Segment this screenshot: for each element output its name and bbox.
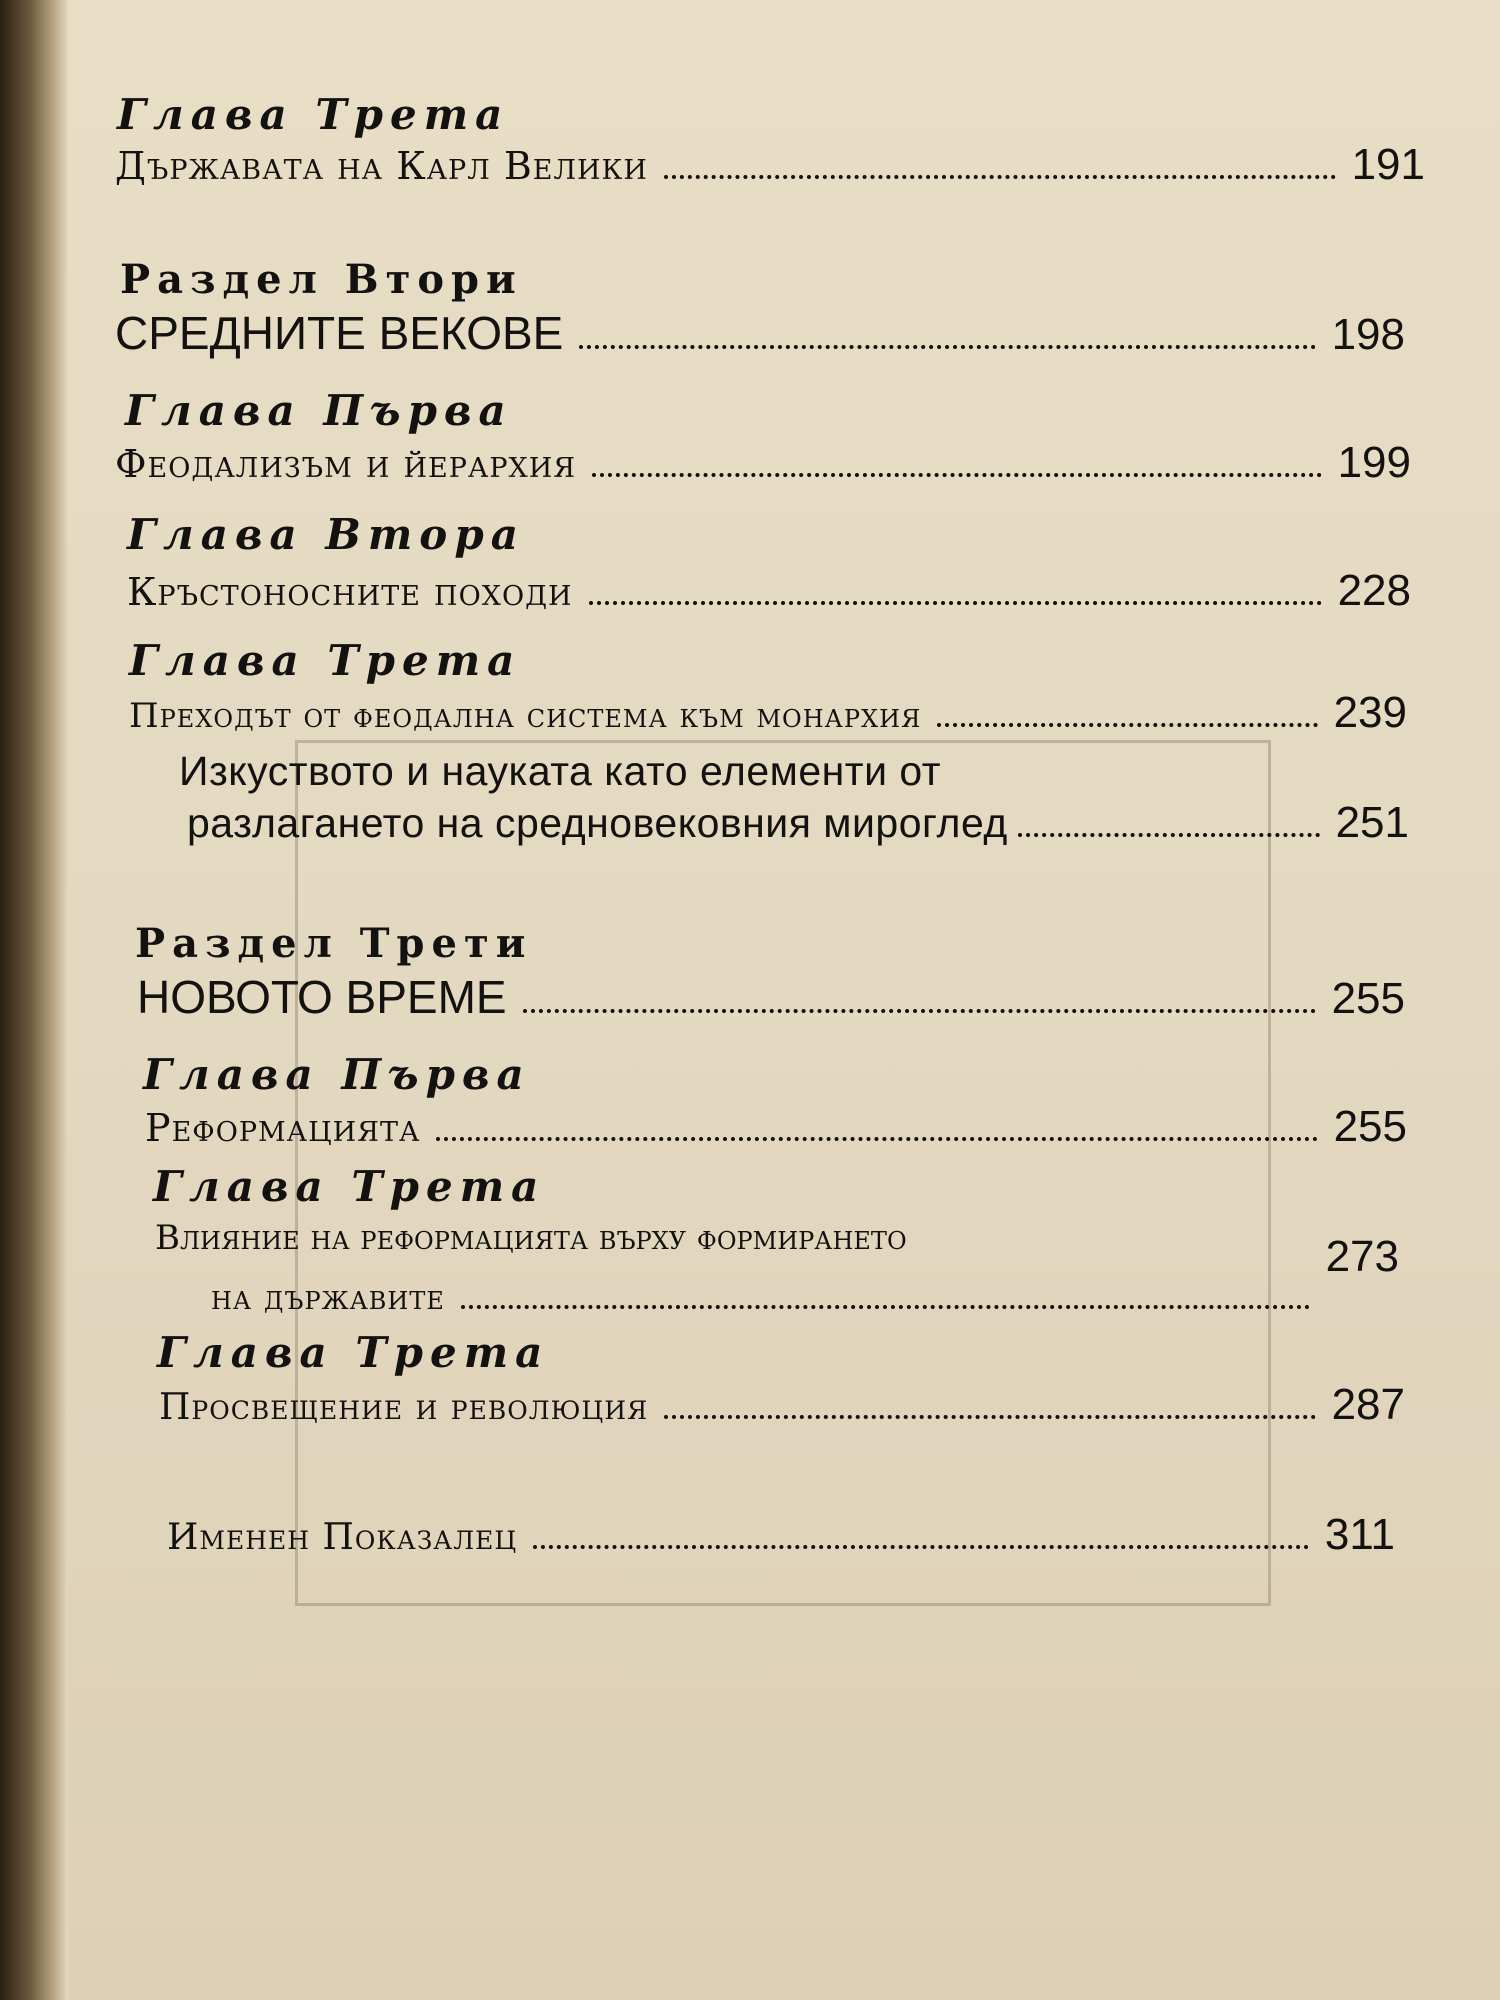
page-number: 239: [1333, 688, 1407, 737]
page-number: 191: [1351, 140, 1425, 189]
page-number: 251: [1335, 798, 1409, 847]
section-label: Раздел Втори: [120, 256, 523, 303]
entry-title: Именен Показалец: [167, 1517, 518, 1558]
dot-leader: [461, 1305, 1310, 1309]
subsection-title-line1: Изкуството и науката като елементи от: [179, 748, 942, 794]
dot-leader: [937, 723, 1317, 727]
chapter-label: Глава Първа: [125, 386, 513, 435]
entry-title: Феодализъм и йерархия: [115, 442, 577, 486]
chapter-label: Глава Трета: [117, 90, 510, 139]
entry-title: Държавата на Карл Велики: [115, 144, 648, 188]
chapter-label: Глава Първа: [143, 1050, 531, 1099]
toc-entry: [115, 688, 1407, 738]
toc-entry: [187, 798, 1409, 848]
dot-leader: [592, 473, 1321, 477]
toc-entry: [137, 970, 1405, 1024]
dot-leader: [664, 1415, 1315, 1419]
page-number: 228: [1337, 566, 1411, 615]
page-number: 255: [1331, 974, 1405, 1023]
entry-title: Влияние на реформацията върху формирането: [155, 1218, 907, 1258]
toc-entry-index: [167, 1510, 1395, 1560]
page-number: 311: [1324, 1510, 1395, 1559]
chapter-label: Глава Втора: [127, 510, 525, 559]
toc-entry: [115, 306, 1405, 360]
chapter-label: Глава Трета: [153, 1162, 546, 1211]
entry-title: Кръстоносните походи: [127, 570, 573, 614]
chapter-label: Глава Трета: [129, 636, 522, 685]
toc-entry: [159, 1380, 1405, 1430]
section-title: СРЕДНИТЕ ВЕКОВЕ: [115, 307, 564, 359]
page-number: 199: [1337, 438, 1411, 487]
entry-title-line1: [155, 1218, 1355, 1258]
section-title: НОВОТО ВРЕМЕ: [137, 971, 507, 1023]
dot-leader: [664, 175, 1336, 179]
entry-title: Преходът от феодална система към монархия: [129, 696, 922, 736]
entry-title: Реформацията: [145, 1106, 421, 1150]
page-number: 273: [1325, 1232, 1399, 1281]
dot-leader: [533, 1545, 1309, 1549]
toc-entry: [115, 438, 1411, 488]
toc-entry: [115, 140, 1425, 190]
page-number: 287: [1331, 1380, 1405, 1429]
dot-leader: [589, 601, 1322, 605]
chapter-label: Глава Трета: [157, 1328, 550, 1377]
page-number: 198: [1331, 310, 1405, 359]
toc-entry: [145, 1102, 1407, 1152]
entry-title-line2: на държавите: [211, 1278, 445, 1318]
toc-entry: [115, 566, 1411, 616]
subsection-title-line2: разлагането на средновековния мироглед: [187, 800, 1008, 846]
dot-leader: [579, 345, 1315, 349]
entry-title: Просвещение и революция: [159, 1387, 649, 1428]
page-number: 255: [1333, 1102, 1407, 1151]
section-label: Раздел Трети: [135, 920, 533, 967]
book-gutter-shadow: [0, 0, 68, 2000]
dot-leader: [1018, 833, 1320, 837]
dot-leader: [436, 1137, 1317, 1141]
dot-leader: [523, 1009, 1316, 1013]
